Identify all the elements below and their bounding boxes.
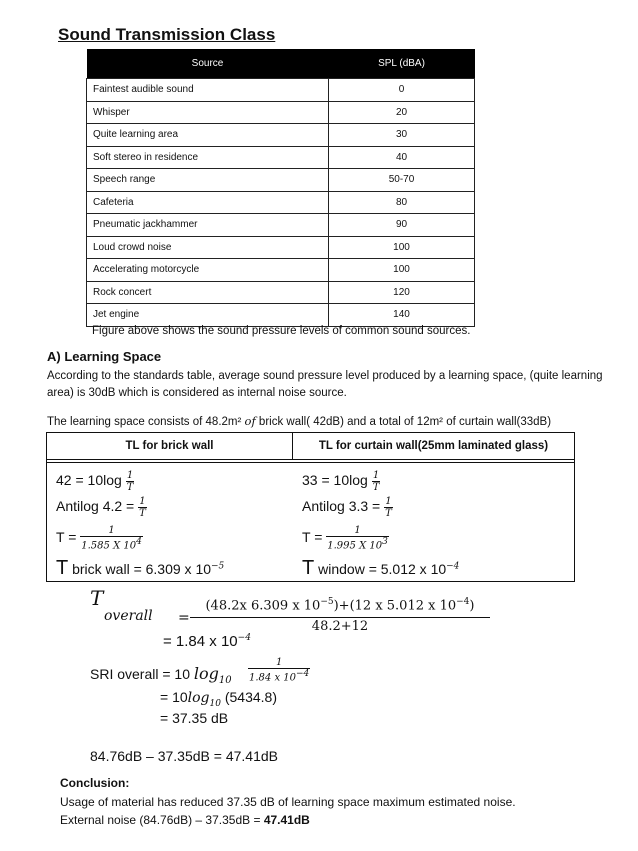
overall-result-exponent: −4 [237, 633, 251, 643]
sri-line2-log: log [187, 690, 210, 706]
table-row [87, 124, 475, 147]
brick-eq1-fraction [126, 470, 135, 493]
numerator: 1 [354, 525, 361, 536]
column-header-spl: SPL (dBA) [329, 49, 475, 79]
numerator: 1 [372, 470, 380, 481]
sri-line2-log-base: 10 [209, 698, 221, 709]
denominator: T [372, 482, 380, 493]
table-row [87, 214, 475, 237]
brick-result-exponent: −5 [211, 561, 225, 572]
spl-cell: 100 [329, 259, 475, 282]
spl-cell: 30 [329, 124, 475, 147]
table-row [87, 146, 475, 169]
numerator: 1 [126, 470, 134, 481]
overall-numerator-part3: ) [469, 598, 475, 614]
paragraph-areas-part2: brick wall( 42dB) and a total of 12m² of curtain wall(33dB) [258, 416, 552, 428]
spl-cell: 100 [329, 236, 475, 259]
spl-cell: 20 [329, 101, 475, 124]
sri-line1 [90, 664, 232, 686]
sri-line1-prefix: SRI overall = 10 [90, 666, 190, 682]
denominator-base: 1.84 x 10 [249, 672, 296, 684]
curtain-eq1-lhs: 33 = 10log [302, 472, 368, 489]
spl-table [86, 49, 475, 327]
sri-line3: = 37.35 dB [160, 710, 229, 726]
denominator-exponent: 3 [382, 537, 388, 547]
denominator-base: 1.585 X 10 [81, 540, 137, 552]
brick-eq1 [56, 470, 134, 493]
denominator [248, 668, 310, 683]
overall-numerator-part2: )+(12 x 5.012 x 10 [333, 598, 457, 614]
numerator: 1 [108, 525, 115, 536]
paragraph-areas-of: of [244, 414, 256, 428]
overall-fraction-bar [190, 617, 490, 618]
paragraph-intro: According to the standards table, average sound pressure level produced by a learning space, (quite learning area) is 30dB which is considered as internal noise source. [47, 370, 603, 399]
sri-line2 [160, 689, 277, 709]
conclusion-line2-prefix: External noise (84.76dB) – 37.35dB = [60, 813, 264, 827]
overall-numerator [190, 597, 490, 613]
spl-table-header [87, 49, 475, 79]
overall-result [163, 633, 251, 650]
table-row [87, 281, 475, 304]
paragraph-areas-part1: The learning space consists of 48.2m² [47, 416, 242, 428]
denominator-base: 1.995 X 10 [327, 540, 383, 552]
conclusion-line1: Usage of material has reduced 37.35 dB of learning space maximum estimated noise. [60, 795, 516, 809]
tl-curtain-header: TL for curtain wall(25mm laminated glass) [293, 433, 574, 460]
spl-cell: 50-70 [329, 169, 475, 192]
curtain-eq2-lhs: Antilog 3.3 = [302, 498, 381, 515]
source-cell: Quite learning area [87, 124, 329, 147]
section-heading: A) Learning Space [47, 349, 162, 364]
source-cell: Cafeteria [87, 191, 329, 214]
brick-eq2-fraction [138, 496, 147, 519]
denominator-exponent: 4 [136, 537, 142, 547]
source-cell: Loud crowd noise [87, 236, 329, 259]
curtain-eq1 [302, 470, 380, 493]
paragraph-areas [47, 414, 551, 428]
denominator [326, 536, 389, 551]
source-cell: Accelerating motorcycle [87, 259, 329, 282]
tl-table [46, 432, 575, 582]
source-cell: Whisper [87, 101, 329, 124]
conclusion-body [60, 793, 516, 829]
curtain-result-exponent: −4 [446, 561, 460, 572]
curtain-result [302, 557, 459, 580]
brick-result-T: T [56, 557, 69, 579]
source-cell: Jet engine [87, 304, 329, 327]
overall-equals: = [178, 610, 190, 626]
spl-cell: 120 [329, 281, 475, 304]
table-row [87, 259, 475, 282]
sri-line4: 84.76dB – 37.35dB = 47.41dB [90, 748, 278, 764]
curtain-eq1-fraction [372, 470, 381, 493]
table-row [87, 304, 475, 327]
table-row [87, 101, 475, 124]
brick-result-label: brick wall = 6.309 x 10 [72, 561, 212, 577]
denominator: T [126, 482, 134, 493]
denominator: T [139, 508, 146, 519]
page-title: Sound Transmission Class [58, 25, 276, 44]
curtain-result-T: T [302, 557, 315, 579]
brick-eq2-lhs: Antilog 4.2 = [56, 498, 135, 515]
overall-numerator-exp1: −5 [320, 597, 334, 607]
curtain-eq3-lhs: T = [302, 528, 323, 545]
overall-numerator-part1: (48.2x 6.309 x 10 [205, 598, 321, 614]
table-row [87, 191, 475, 214]
denominator: T [385, 508, 392, 519]
conclusion-line2 [60, 811, 516, 829]
brick-eq3 [56, 525, 143, 551]
overall-T: T [90, 586, 104, 610]
source-cell: Rock concert [87, 281, 329, 304]
curtain-eq3 [302, 525, 389, 551]
header-divider [47, 462, 574, 463]
table-caption: Figure above shows the sound pressure levels of common sound sources. [92, 325, 471, 337]
spl-cell: 40 [329, 146, 475, 169]
brick-eq1-lhs: 42 = 10log [56, 472, 122, 489]
curtain-eq3-fraction [326, 525, 389, 551]
denominator-exponent: −4 [296, 669, 310, 679]
curtain-result-label: window = 5.012 x 10 [318, 561, 447, 577]
spl-cell: 90 [329, 214, 475, 237]
tl-brick-header: TL for brick wall [47, 433, 293, 460]
numerator: 1 [139, 496, 146, 507]
brick-eq3-lhs: T = [56, 528, 77, 545]
brick-result [56, 557, 224, 580]
numerator: 1 [275, 657, 283, 668]
spl-cell: 0 [329, 79, 475, 102]
overall-result-base: = 1.84 x 10 [163, 633, 238, 650]
brick-eq3-fraction [80, 525, 143, 551]
table-row [87, 79, 475, 102]
sri-line2-prefix: = 10 [160, 689, 188, 705]
table-row [87, 236, 475, 259]
sri-line2-suffix: (5434.8) [224, 689, 278, 705]
curtain-eq2 [302, 496, 393, 519]
spl-cell: 140 [329, 304, 475, 327]
table-row [87, 169, 475, 192]
column-header-source: Source [87, 49, 329, 79]
overall-label: overall [104, 608, 153, 624]
curtain-eq2-fraction [384, 496, 393, 519]
sri-log: log [193, 664, 219, 683]
overall-numerator-exp2: −4 [456, 597, 470, 607]
sri-fraction [248, 657, 310, 683]
source-cell: Speech range [87, 169, 329, 192]
source-cell: Pneumatic jackhammer [87, 214, 329, 237]
sri-log-base: 10 [218, 674, 232, 686]
conclusion-heading: Conclusion: [60, 776, 130, 790]
conclusion-line2-result: 47.41dB [263, 813, 310, 827]
numerator: 1 [385, 496, 392, 507]
denominator [80, 536, 143, 551]
source-cell: Faintest audible sound [87, 79, 329, 102]
brick-eq2 [56, 496, 147, 519]
overall-denominator: 48.2+12 [311, 619, 369, 634]
spl-cell: 80 [329, 191, 475, 214]
source-cell: Soft stereo in residence [87, 146, 329, 169]
